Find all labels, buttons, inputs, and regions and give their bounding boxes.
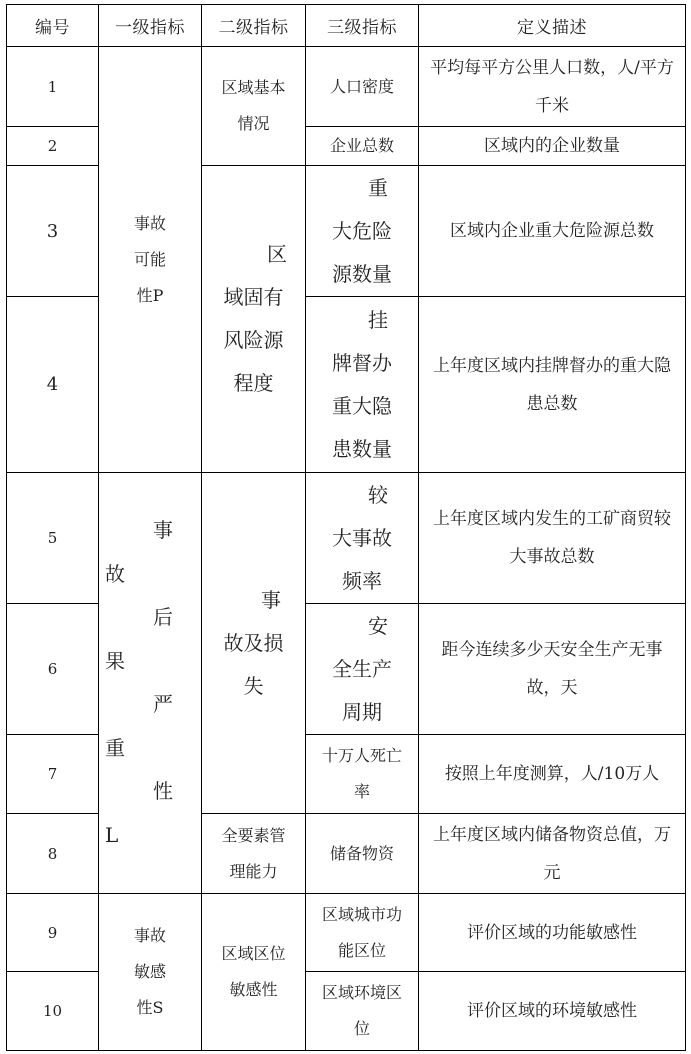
row-id: 6	[7, 604, 99, 735]
row-id: 10	[7, 972, 99, 1051]
level1-possibility: 事故 可能 性P	[99, 47, 202, 473]
row-id: 9	[7, 894, 99, 972]
description-cell: 区域内企业重大危险源总数	[419, 166, 686, 297]
table-header-row	[7, 5, 686, 47]
level3-cell: 人口密度	[306, 47, 419, 127]
level3-cell: 储备物资	[306, 814, 419, 894]
row-id: 2	[7, 127, 99, 166]
level3-cell: 企业总数	[306, 127, 419, 166]
level2-hazard: 区 域固有 风险源 程度	[202, 166, 306, 473]
level2-basic: 区域基本 情况	[202, 47, 306, 166]
row-id: 4	[7, 297, 99, 473]
level1-sensitivity: 事故 敏感 性S	[99, 894, 202, 1051]
description-cell: 评价区域的功能敏感性	[419, 894, 686, 972]
level3-cell: 区域环境区 位	[306, 972, 419, 1051]
header-level2: 二级指标	[202, 5, 306, 47]
level3-cell: 十万人死亡 率	[306, 735, 419, 814]
description-cell: 上年度区域内储备物资总值，万 元	[419, 814, 686, 894]
row-id: 5	[7, 473, 99, 604]
table-row	[7, 47, 686, 127]
description-cell: 平均每平方公里人口数，人/平方 千米	[419, 47, 686, 127]
description-cell: 按照上年度测算，人/10万人	[419, 735, 686, 814]
header-id: 编号	[7, 5, 99, 47]
header-level3: 三级指标	[306, 5, 419, 47]
description-cell: 上年度区域内发生的工矿商贸较 大事故总数	[419, 473, 686, 604]
level2-management: 全要素管 理能力	[202, 814, 306, 894]
level3-cell: 安 全生产 周期	[306, 604, 419, 735]
table-row	[7, 473, 686, 604]
row-id: 3	[7, 166, 99, 297]
row-id: 8	[7, 814, 99, 894]
level3-cell: 重 大危险 源数量	[306, 166, 419, 297]
level3-cell: 挂 牌督办 重大隐 患数量	[306, 297, 419, 473]
row-id: 1	[7, 47, 99, 127]
description-cell: 区域内的企业数量	[419, 127, 686, 166]
level3-cell: 较 大事故 频率	[306, 473, 419, 604]
header-level1: 一级指标	[99, 5, 202, 47]
description-cell: 上年度区域内挂牌督办的重大隐 患总数	[419, 297, 686, 473]
table-row	[7, 894, 686, 972]
header-description: 定义描述	[419, 5, 686, 47]
indicator-table	[6, 4, 686, 1051]
level2-loss: 事 故及损 失	[202, 473, 306, 814]
description-cell: 评价区域的环境敏感性	[419, 972, 686, 1051]
row-id: 7	[7, 735, 99, 814]
level1-severity: 事 故 后 果 严 重 性 L	[99, 473, 202, 894]
level2-location: 区域区位 敏感性	[202, 894, 306, 1051]
description-cell: 距今连续多少天安全生产无事 故，天	[419, 604, 686, 735]
level3-cell: 区域城市功 能区位	[306, 894, 419, 972]
